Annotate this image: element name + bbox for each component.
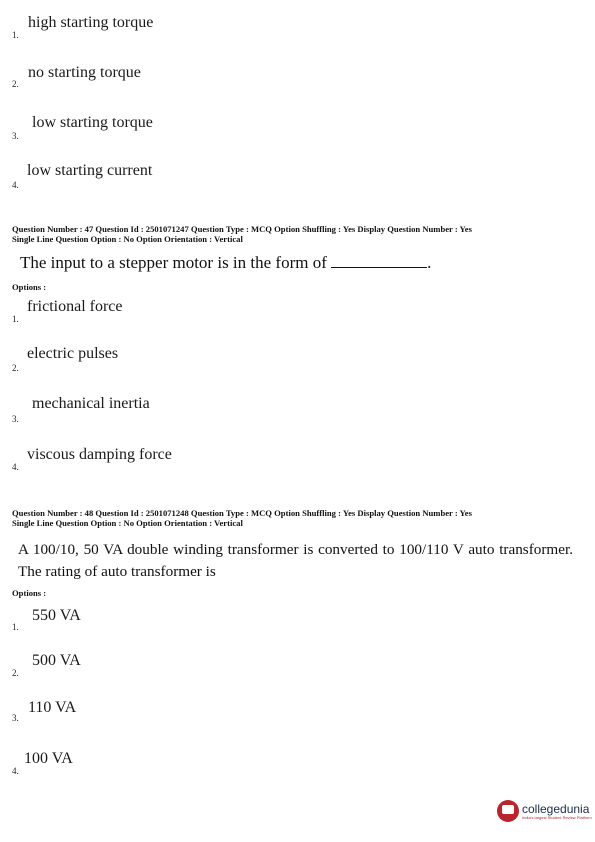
q48-meta-line1: Question Number : 48 Question Id : 2501071248 Question Type : MCQ Option Shuffling : Yes Display Question Number : Yes bbox=[12, 508, 472, 518]
q47-meta-line2: Single Line Question Option : No Option Orientation : Vertical bbox=[12, 234, 243, 244]
q47-options-label: Options : bbox=[12, 282, 47, 292]
q47-option-4-text: viscous damping force bbox=[27, 446, 172, 463]
q48-option-4-text: 100 VA bbox=[24, 750, 73, 767]
q47-option-2-number: 2. bbox=[12, 363, 19, 373]
prev-option-1-text: high starting torque bbox=[28, 14, 154, 31]
collegedunia-logo bbox=[497, 800, 592, 822]
prev-option-4-number: 4. bbox=[12, 180, 19, 190]
prev-option-3-number: 3. bbox=[12, 131, 19, 141]
q47-option-2-text: electric pulses bbox=[27, 345, 119, 362]
q47-question-end: . bbox=[427, 253, 432, 272]
q48-meta-line2: Single Line Question Option : No Option Orientation : Vertical bbox=[12, 518, 243, 528]
logo-tagline: India's largest Student Review Platform bbox=[522, 814, 592, 820]
q47-option-1-number: 1. bbox=[12, 314, 19, 324]
q47-option-4-number: 4. bbox=[12, 462, 19, 472]
q48-meta bbox=[12, 508, 472, 528]
prev-option-3-text: low starting torque bbox=[32, 114, 153, 131]
q48-option-3-number: 3. bbox=[12, 713, 19, 723]
q47-meta bbox=[12, 224, 472, 244]
q47-option-3-text: mechanical inertia bbox=[32, 395, 150, 412]
graduation-cap-icon bbox=[497, 800, 519, 822]
prev-option-1-number: 1. bbox=[12, 30, 19, 40]
prev-option-2-text: no starting torque bbox=[28, 64, 141, 81]
q47-option-1-text: frictional force bbox=[27, 298, 123, 315]
prev-option-2-number: 2. bbox=[12, 79, 19, 89]
q47-meta-line1: Question Number : 47 Question Id : 2501071247 Question Type : MCQ Option Shuffling : Yes Display Question Number : Yes bbox=[12, 224, 472, 234]
q48-option-2-number: 2. bbox=[12, 668, 19, 678]
q48-option-2-text: 500 VA bbox=[32, 652, 81, 669]
q48-option-1-number: 1. bbox=[12, 622, 19, 632]
q47-question-text bbox=[20, 252, 431, 273]
q47-option-3-number: 3. bbox=[12, 414, 19, 424]
q48-option-4-number: 4. bbox=[12, 766, 19, 776]
logo-name: collegedunia bbox=[522, 801, 590, 816]
q48-option-3-text: 110 VA bbox=[28, 699, 77, 716]
q47-answer-blank bbox=[331, 252, 427, 268]
q48-question-text: A 100/10, 50 VA double winding transformer is converted to 100/110 V auto transformer. The rating of auto transformer is bbox=[18, 541, 573, 580]
q47-question-stem: The input to a stepper motor is in the form of bbox=[20, 253, 327, 272]
logo-text-block bbox=[519, 803, 592, 820]
q48-option-1-text: 550 VA bbox=[32, 607, 81, 624]
prev-option-4-text: low starting current bbox=[27, 162, 153, 179]
q48-options-label: Options : bbox=[12, 588, 47, 598]
